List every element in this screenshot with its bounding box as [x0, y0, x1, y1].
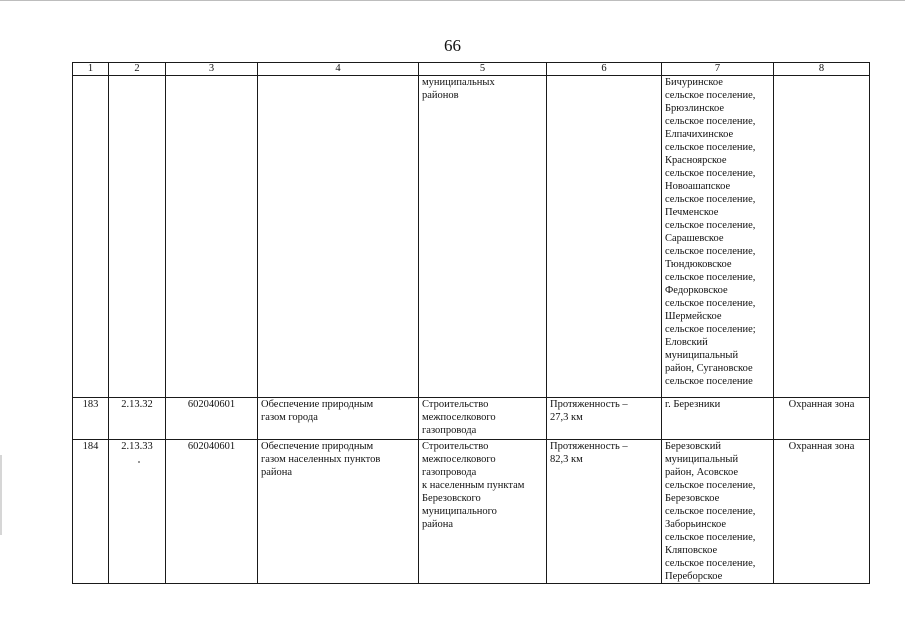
- cell-id: [166, 76, 258, 398]
- cell-zone: Охранная зона: [774, 440, 870, 584]
- object-line: к населенным пунктам: [422, 480, 525, 491]
- projects-table: [72, 62, 870, 584]
- table-row-184: [73, 440, 870, 584]
- cell-params: [547, 76, 662, 398]
- table-row-183: [73, 398, 870, 440]
- location-line: Брюзлинское: [665, 103, 725, 114]
- object-line: муниципального: [422, 506, 497, 517]
- location-line: сельское поселение,: [665, 298, 756, 309]
- purpose-line: Обеспечение природным: [261, 441, 374, 452]
- location-line: сельское поселение,: [665, 194, 756, 205]
- location-line: муниципальный: [665, 454, 739, 465]
- location-line: г. Березники: [665, 399, 721, 410]
- object-line: межпоселкового: [422, 412, 496, 423]
- object-line: газопровода: [422, 467, 477, 478]
- location-line: Печменское: [665, 207, 719, 218]
- location-line: сельское поселение,: [665, 480, 756, 491]
- location-line: Березовский: [665, 441, 721, 452]
- location-line: Заборьинское: [665, 519, 727, 530]
- location-line: сельское поселение: [665, 376, 753, 387]
- location-line: сельское поселение,: [665, 116, 756, 127]
- cell-params: [547, 398, 662, 440]
- cell-purpose: [258, 76, 419, 398]
- cell-location: [662, 398, 774, 440]
- location-line: район, Сугановское: [665, 363, 753, 374]
- cell-code: 2.13.33: [109, 440, 166, 584]
- location-line: сельское поселение,: [665, 168, 756, 179]
- cell-zone: [774, 76, 870, 398]
- cell-params: [547, 440, 662, 584]
- location-line: Тюндюковское: [665, 259, 732, 270]
- cell-num: 184: [73, 440, 109, 584]
- location-line: Новоашапское: [665, 181, 731, 192]
- object-line: районов: [422, 90, 459, 101]
- cell-object: [419, 76, 547, 398]
- scan-edge-mark: [0, 455, 2, 535]
- location-line: Еловский: [665, 337, 708, 348]
- location-line: Березовское: [665, 493, 720, 504]
- object-line: района: [422, 519, 454, 530]
- location-line: Переборское: [665, 571, 723, 582]
- location-line: сельское поселение,: [665, 142, 756, 153]
- location-line: сельское поселение,: [665, 220, 756, 231]
- params-line: Протяженность –: [550, 399, 628, 410]
- table-row-continuation: [73, 76, 870, 398]
- purpose-line: газом населенных пунктов: [261, 454, 381, 465]
- column-numbers-row: [73, 63, 870, 76]
- cell-id: 602040601: [166, 398, 258, 440]
- cell-num: 183: [73, 398, 109, 440]
- cell-purpose: [258, 398, 419, 440]
- column-header: 7: [662, 63, 774, 76]
- object-line: Строительство: [422, 441, 489, 452]
- object-line: газопровода: [422, 425, 477, 436]
- location-line: Федорковское: [665, 285, 728, 296]
- location-line: сельское поселение,: [665, 558, 756, 569]
- cell-zone: Охранная зона: [774, 398, 870, 440]
- location-line: муниципальный: [665, 350, 739, 361]
- column-header: 1: [73, 63, 109, 76]
- column-header: 3: [166, 63, 258, 76]
- purpose-line: района: [261, 467, 293, 478]
- cell-code: [109, 76, 166, 398]
- location-line: Сарашевское: [665, 233, 724, 244]
- location-line: Кляповское: [665, 545, 718, 556]
- page-number: 66: [444, 36, 461, 55]
- location-line: Красноярское: [665, 155, 727, 166]
- cell-location: [662, 440, 774, 584]
- cell-code: 2.13.32: [109, 398, 166, 440]
- cell-purpose: [258, 440, 419, 584]
- location-line: сельское поселение,: [665, 246, 756, 257]
- purpose-line: Обеспечение природным: [261, 399, 374, 410]
- column-header: 6: [547, 63, 662, 76]
- params-line: 82,3 км: [550, 454, 583, 465]
- cell-location: [662, 76, 774, 398]
- location-line: район, Асовское: [665, 467, 739, 478]
- column-header: 5: [419, 63, 547, 76]
- purpose-line: газом города: [261, 412, 318, 423]
- location-line: сельское поселение,: [665, 532, 756, 543]
- location-line: Елпачихинское: [665, 129, 734, 140]
- column-header: 2: [109, 63, 166, 76]
- object-line: муниципальных: [422, 77, 495, 88]
- location-line: сельское поселение;: [665, 324, 756, 335]
- object-line: межпоселкового: [422, 454, 496, 465]
- location-line: Бичуринское: [665, 77, 723, 88]
- cell-id: 602040601: [166, 440, 258, 584]
- scan-top-edge: [0, 0, 905, 1]
- cell-num: [73, 76, 109, 398]
- cell-object: [419, 398, 547, 440]
- location-line: Шермейское: [665, 311, 722, 322]
- params-line: Протяженность –: [550, 441, 628, 452]
- column-header: 8: [774, 63, 870, 76]
- location-line: сельское поселение,: [665, 506, 756, 517]
- params-line: 27,3 км: [550, 412, 583, 423]
- object-line: Строительство: [422, 399, 489, 410]
- location-line: сельское поселение,: [665, 272, 756, 283]
- cell-object: [419, 440, 547, 584]
- object-line: Березовского: [422, 493, 481, 504]
- column-header: 4: [258, 63, 419, 76]
- location-line: сельское поселение,: [665, 90, 756, 101]
